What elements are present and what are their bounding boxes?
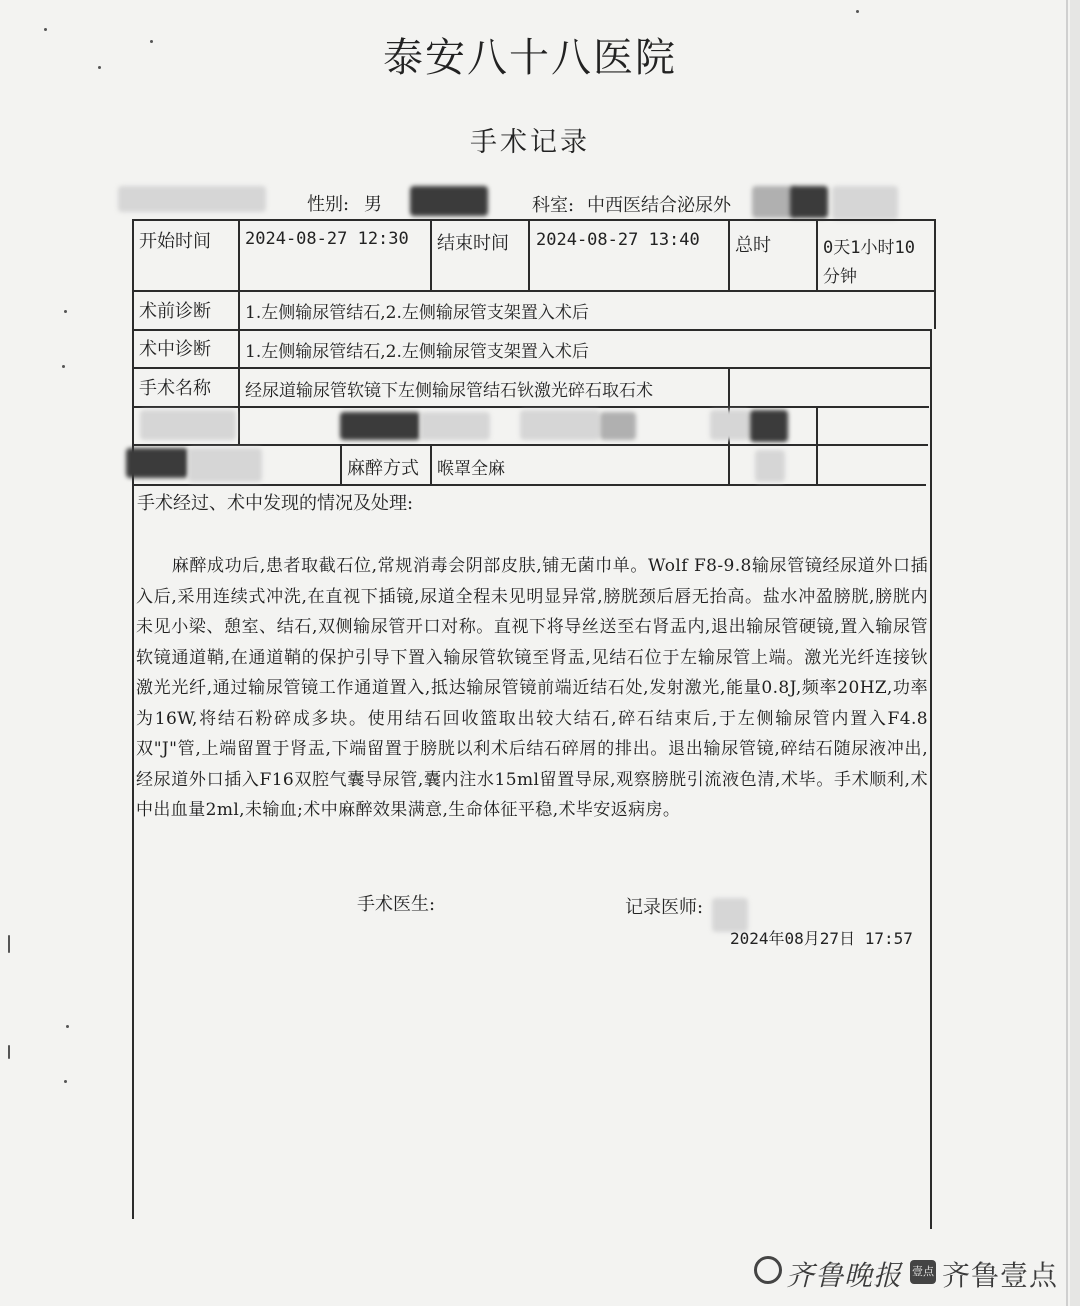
total-time-value-line1: 0天1小时10 <box>823 238 915 258</box>
table-border <box>816 406 818 484</box>
table-border <box>430 219 432 290</box>
intraop-diagnosis-label: 术中诊断 <box>139 339 211 360</box>
table-border <box>132 219 134 1219</box>
scan-speck <box>66 1025 69 1028</box>
start-time-value: 2024-08-27 12:30 <box>245 229 409 249</box>
redacted-bed <box>790 186 828 218</box>
record-date: 2024年08月27日 17:57 <box>730 929 913 948</box>
department-value: 中西医结合泌尿外 <box>587 195 731 216</box>
brand-circle-icon <box>754 1256 782 1284</box>
redacted-patient-name <box>118 186 266 212</box>
table-border <box>132 290 934 292</box>
redacted-field <box>126 448 188 478</box>
scan-speck <box>62 365 65 368</box>
anesthesia-method-label: 麻醉方式 <box>347 458 419 479</box>
table-border <box>528 219 530 290</box>
table-border <box>930 329 932 1229</box>
recorder-label: 记录医师: <box>625 897 704 918</box>
end-time-value: 2024-08-27 13:40 <box>536 230 700 250</box>
gender-value: 男 <box>364 194 382 215</box>
redacted-age <box>410 186 488 216</box>
scan-speck <box>8 1045 10 1059</box>
redacted-field <box>140 410 236 440</box>
preop-diagnosis-label: 术前诊断 <box>139 301 211 322</box>
table-border <box>132 406 929 408</box>
brand-logo-icon: 壹点 <box>910 1260 936 1284</box>
redacted-field <box>600 412 636 440</box>
preop-diagnosis-value: 1.左侧输尿管结石,2.左侧输尿管支架置入术后 <box>245 303 589 323</box>
start-time-label: 开始时间 <box>139 231 211 252</box>
scan-speck <box>64 1080 67 1083</box>
watermark-brand-2: 齐鲁壹点 <box>942 1259 1059 1292</box>
surgery-name-label: 手术名称 <box>139 378 211 399</box>
gender-label: 性别: <box>307 194 350 215</box>
table-border <box>132 444 928 446</box>
table-border <box>132 329 932 331</box>
scan-speck <box>856 10 859 13</box>
redacted-field <box>340 412 420 440</box>
redacted-field <box>750 410 788 442</box>
department-label: 科室: <box>532 195 575 216</box>
total-time-label: 总时 <box>735 235 771 256</box>
document-title: 手术记录 <box>470 127 590 158</box>
end-time-label: 结束时间 <box>437 233 509 254</box>
redacted-field <box>755 450 785 482</box>
watermark-brand-1: 齐鲁晚报 <box>786 1259 903 1292</box>
table-border <box>340 444 342 484</box>
table-border <box>132 484 926 486</box>
table-border <box>132 367 930 369</box>
anesthesia-method-value: 喉罩全麻 <box>437 459 505 479</box>
total-time-value-line2: 分钟 <box>823 267 857 287</box>
scan-speck <box>8 935 10 953</box>
redacted-field <box>520 410 600 440</box>
intraop-diagnosis-value: 1.左侧输尿管结石,2.左侧输尿管支架置入术后 <box>245 342 589 362</box>
table-border <box>238 219 240 444</box>
scan-speck <box>64 310 67 313</box>
table-border <box>934 219 936 329</box>
procedure-section-title: 手术经过、术中发现的情况及处理: <box>137 493 414 514</box>
redacted-field <box>188 448 262 482</box>
page-edge-shadow <box>1070 0 1080 1306</box>
table-border <box>430 444 432 484</box>
table-border <box>816 219 818 290</box>
surgeon-label: 手术医生: <box>357 894 436 915</box>
table-border <box>132 219 934 221</box>
hospital-name: 泰安八十八医院 <box>383 35 677 81</box>
media-watermark <box>752 1250 1068 1296</box>
redacted-field <box>710 410 750 440</box>
redacted-field <box>420 412 490 440</box>
table-border <box>728 219 730 290</box>
redacted-bed <box>832 186 898 220</box>
surgery-name-value: 经尿道输尿管软镜下左侧输尿管结石钬激光碎石取石术 <box>245 381 653 401</box>
procedure-description: 麻醉成功后,患者取截石位,常规消毒会阴部皮肤,铺无菌巾单。Wolf F8-9.8输尿管镜经尿道外口插入后,采用连续式冲洗,在直视下插镜,尿道全程未见明显异常,膀胱颈后唇无抬高。盐水冲盈膀胱,膀胱内未见小梁、憩室、结石,双侧输尿管开口对称。直视下将导丝送至右肾盂内,退出输尿管硬镜,置入输尿管软镜通道鞘,在通道鞘的保护引导下置入输尿管软镜至肾盂,见结石位于左输尿管上端。激光光纤连接钬激光光纤,通过输尿管镜工作通道置入,抵达输尿管镜前端近结石处,发射激光,能量0.8J,频率20HZ,功率为16W,将结石粉碎成多块。使用结石回收篮取出较大结石,碎石结束后,于左侧输尿管内置入F4.8双"J"管,上端留置于肾盂,下端留置于膀胱以利术后结石碎屑的排出。退出输尿管镜,碎结石随尿液冲出,经尿道外口插入F16双腔气囊导尿管,囊内注水15ml留置导尿,观察膀胱引流液色清,术毕。手术顺利,术中出血量2ml,未输血;术中麻醉效果满意,生命体征平稳,术毕安返病房。 <box>136 556 928 820</box>
page-edge <box>1066 0 1068 1306</box>
